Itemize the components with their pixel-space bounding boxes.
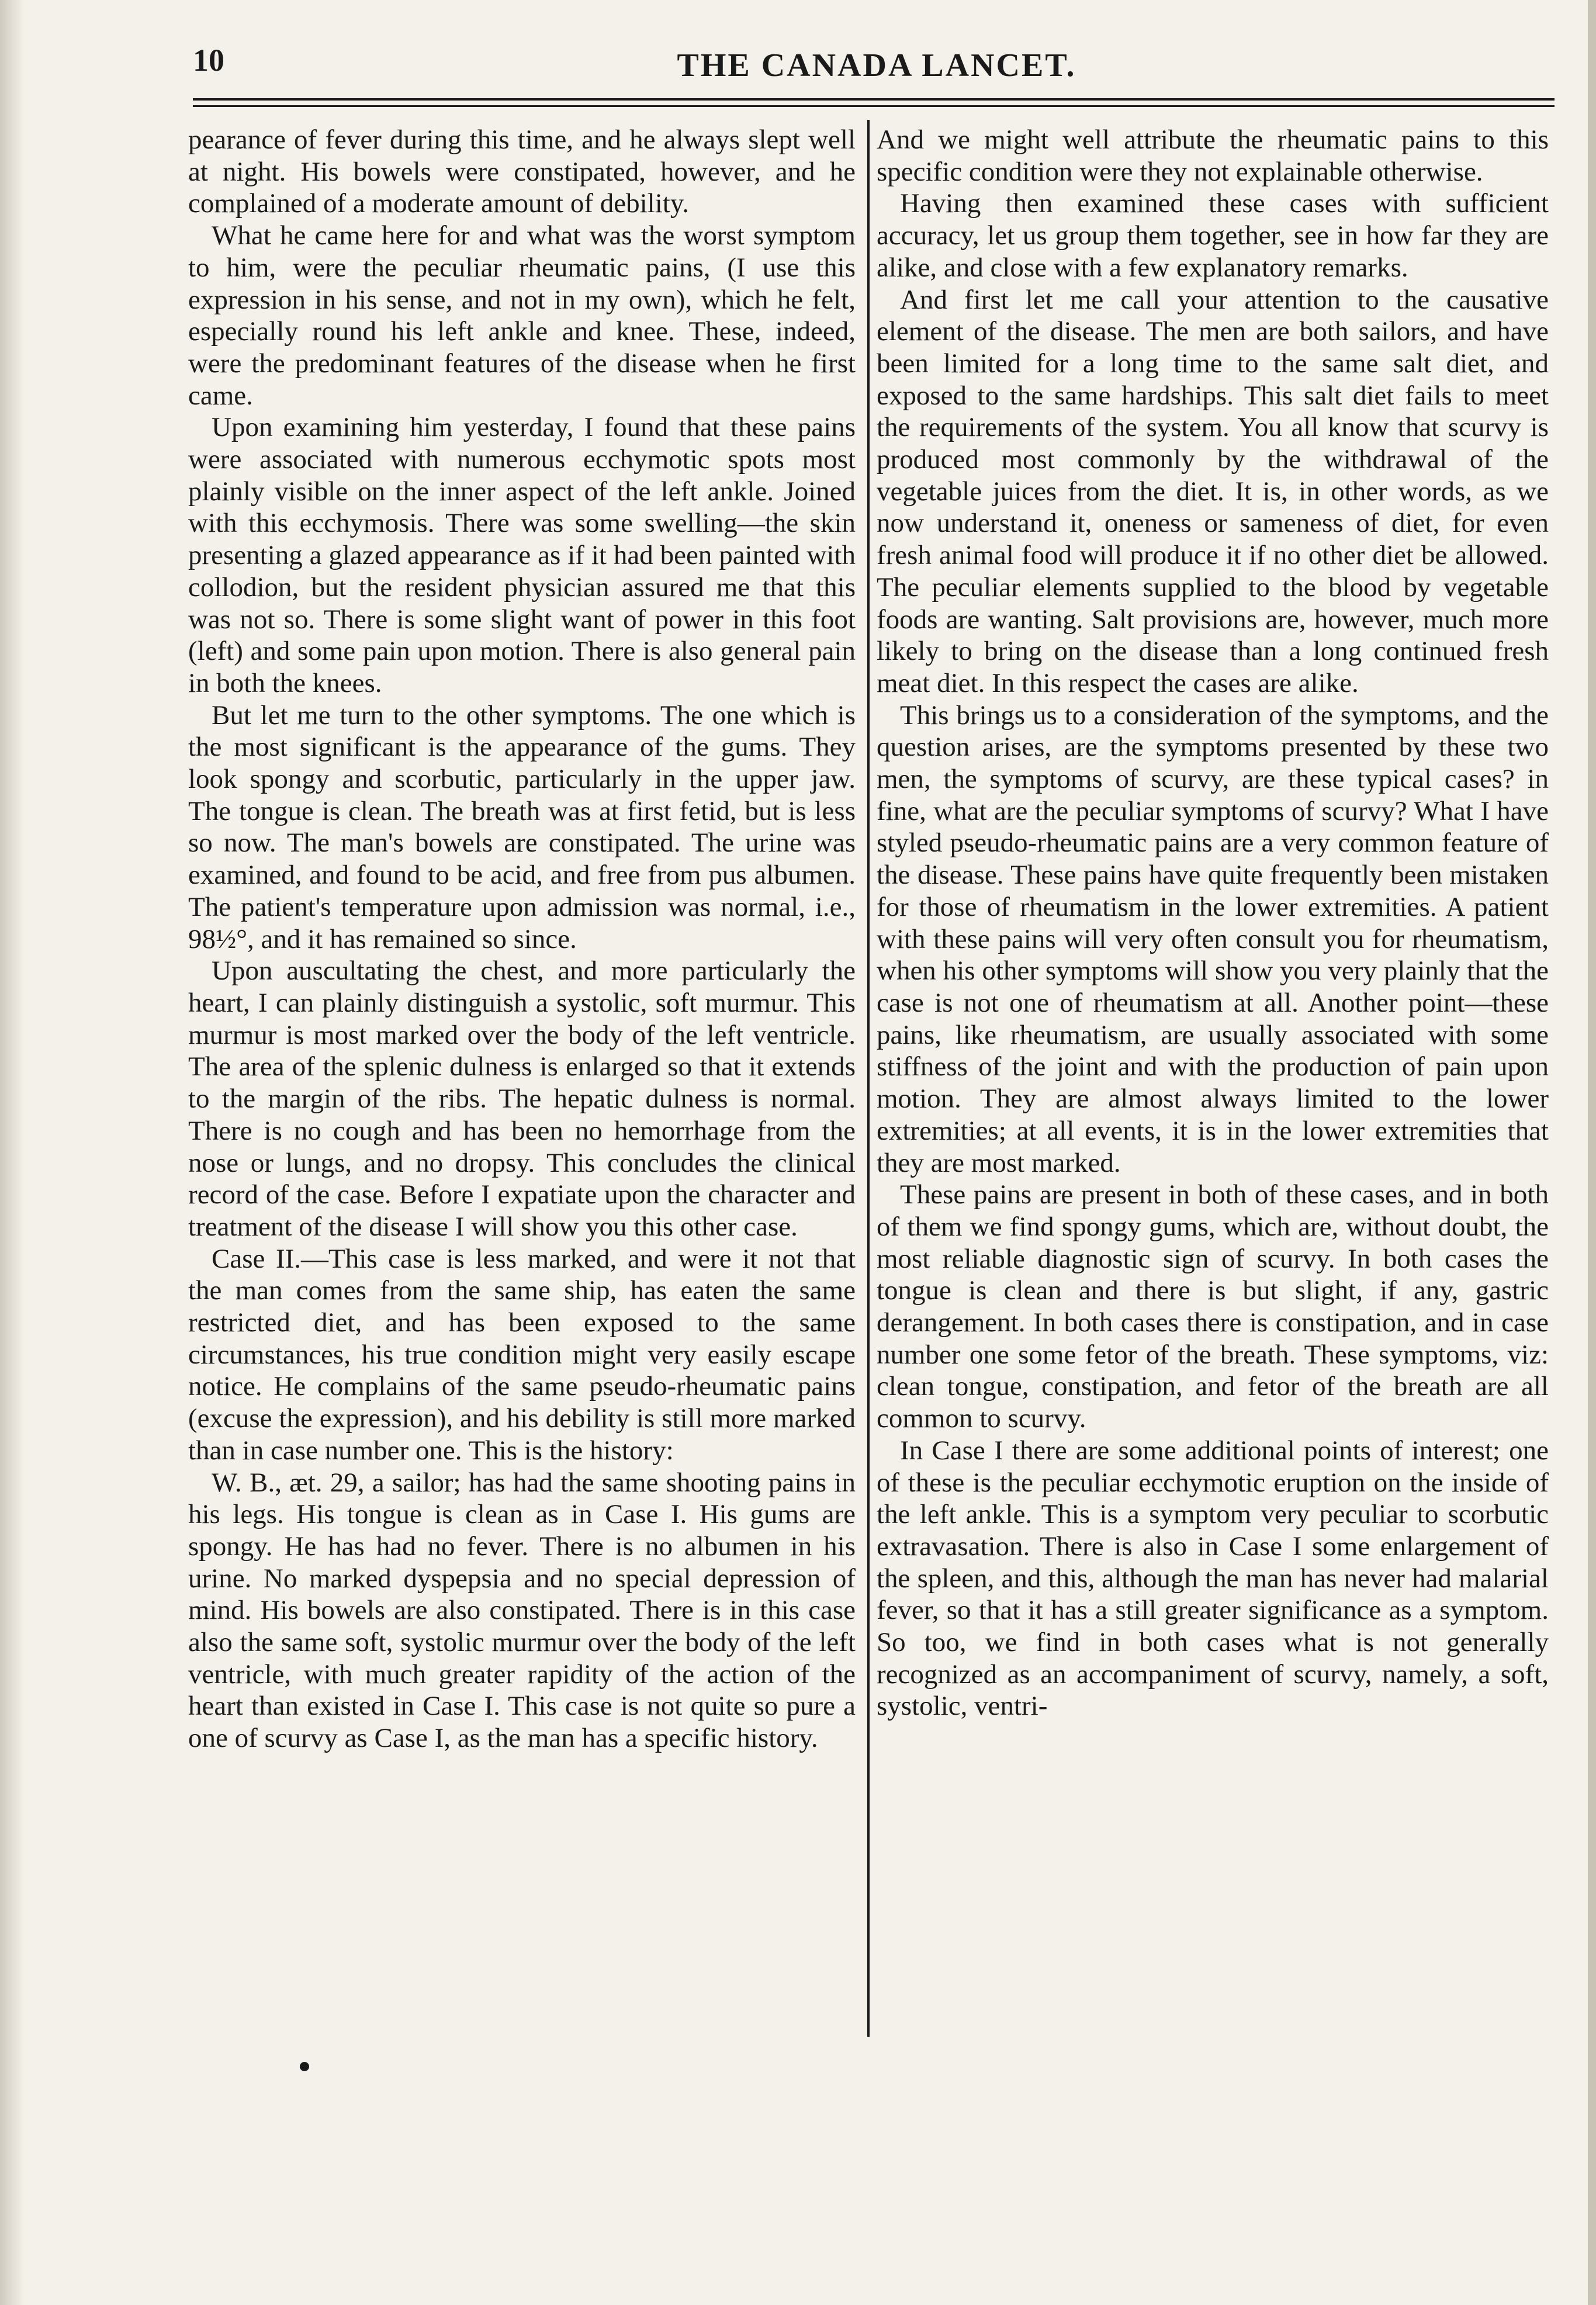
paragraph: W. B., æt. 29, a sailor; has had the same shooting pains in his legs. His tongue is clean as in Case I. His gums are spongy. He has had no fever. There is no albumen in his urine. No marked dyspepsia and no special depression of mind. His bowels are also constipated. There is in this case also the same soft, systolic murmur over the body of the left ventricle, with much greater rapidity of the action of the heart than existed in Case I. This case is not quite so pure a one of scurvy as Case I, as the man has a specific history.: [188, 1467, 856, 1754]
page-right-edge: [1588, 0, 1596, 2305]
right-column: [877, 124, 1549, 1722]
column-divider: [867, 120, 870, 2037]
paragraph: But let me turn to the other symptoms. The one which is the most significant is the appearance of the gums. They look spongy and scorbutic, particularly in the upper jaw. The tongue is clean. The breath was at first fetid, but is less so now. The man's bowels are constipated. The urine was examined, and found to be acid, and free from pus albumen. The patient's temperature upon admission was normal, i.e., 98½°, and it has remained so since.: [188, 700, 856, 954]
header-rule: [193, 98, 1555, 101]
paragraph: These pains are present in both of these cases, and in both of them we find spongy gums, which are, without doubt, the most reliable diagnostic sign of scurvy. In both cases the tongue is clean and there is but slight, if any, gastric derangement. In both cases there is constipation, and in case number one some fetor of the breath. These symptoms, viz: clean tongue, constipation, and fetor of the breath are all common to scurvy.: [877, 1179, 1549, 1434]
paragraph: What he came here for and what was the worst symptom to him, were the peculiar rheumatic pains, (I use this expression in his sense, and not in my own), which he felt, especially round his left ankle and knee. These, indeed, were the predominant features of the disease when he first came.: [188, 220, 856, 411]
paragraph: pearance of fever during this time, and he always slept well at night. His bowels were constipated, however, and he complained of a moderate amount of debility.: [188, 124, 856, 219]
ink-mark: [300, 2062, 309, 2071]
left-column: [188, 124, 856, 1754]
page-number: 10: [193, 43, 224, 78]
paragraph: Upon examining him yesterday, I found that these pains were associated with numerous ecchymotic spots most plainly visible on the inner aspect of the left ankle. Joined with this ecchymosis. There was some swelling—the skin presenting a glazed appearance as if it had been painted with collodion, but the resident physician assured me that this was not so. There is some slight want of power in this foot (left) and some pain upon motion. There is also general pain in both the knees.: [188, 412, 856, 698]
page-binding-edge: [0, 0, 25, 2305]
paragraph: This brings us to a consideration of the symptoms, and the question arises, are the symptoms presented by these two men, the symptoms of scurvy, are these typical cases? in fine, what are the peculiar symptoms of scurvy? What I have styled pseudo-rheumatic pains are a very common feature of the disease. These pains have quite frequently been mistaken for those of rheumatism in the lower extremities. A patient with these pains will very often consult you for rheumatism, when his other symptoms will show you very plainly that the case is not one of rheumatism at all. Another point—these pains, like rheumatism, are usually associated with some stiffness of the joint and with the production of pain upon motion. They are almost always limited to the lower extremities; at all events, it is in the lower extremities that they are most marked.: [877, 700, 1549, 1178]
paragraph: In Case I there are some additional points of interest; one of these is the peculiar ecchymotic eruption on the inside of the left ankle. This is a symptom very peculiar to scorbutic extravasation. There is also in Case I some enlargement of the spleen, and this, although the man has never had malarial fever, so that it has a still greater significance as a symptom. So too, we find in both cases what is not generally recognized as an accompaniment of scurvy, namely, a soft, systolic, ventri-: [877, 1435, 1549, 1722]
header-rule-secondary: [193, 105, 1555, 107]
paragraph: Case II.—This case is less marked, and were it not that the man comes from the same ship, has eaten the same restricted diet, and has been exposed to the same circumstances, his true condition might very easily escape notice. He complains of the same pseudo-rheumatic pains (excuse the expression), and his debility is still more marked than in case number one. This is the history:: [188, 1243, 856, 1466]
paragraph: And we might well attribute the rheumatic pains to this specific condition were they not explainable otherwise.: [877, 124, 1549, 187]
journal-title: THE CANADA LANCET.: [677, 47, 1076, 84]
paragraph: And first let me call your attention to the causative element of the disease. The men are both sailors, and have been limited for a long time to the same salt diet, and exposed to the same hardships. This salt diet fails to meet the requirements of the system. You all know that scurvy is produced most commonly by the withdrawal of the vegetable juices from the diet. It is, in other words, as we now understand it, oneness or sameness of diet, for even fresh animal food will produce it if no other diet be allowed. The peculiar elements supplied to the blood by vegetable foods are wanting. Salt provisions are, however, much more likely to bring on the disease than a long continued fresh meat diet. In this respect the cases are alike.: [877, 284, 1549, 698]
paragraph: Having then examined these cases with sufficient accuracy, let us group them together, see in how far they are alike, and close with a few explanatory remarks.: [877, 188, 1549, 283]
paragraph: Upon auscultating the chest, and more particularly the heart, I can plainly distinguish a systolic, soft murmur. This murmur is most marked over the body of the left ventricle. The area of the splenic dulness is enlarged so that it extends to the margin of the ribs. The hepatic dulness is normal. There is no cough and has been no hemorrhage from the nose or lungs, and no dropsy. This concludes the clinical record of the case. Before I expatiate upon the character and treatment of the disease I will show you this other case.: [188, 956, 856, 1242]
